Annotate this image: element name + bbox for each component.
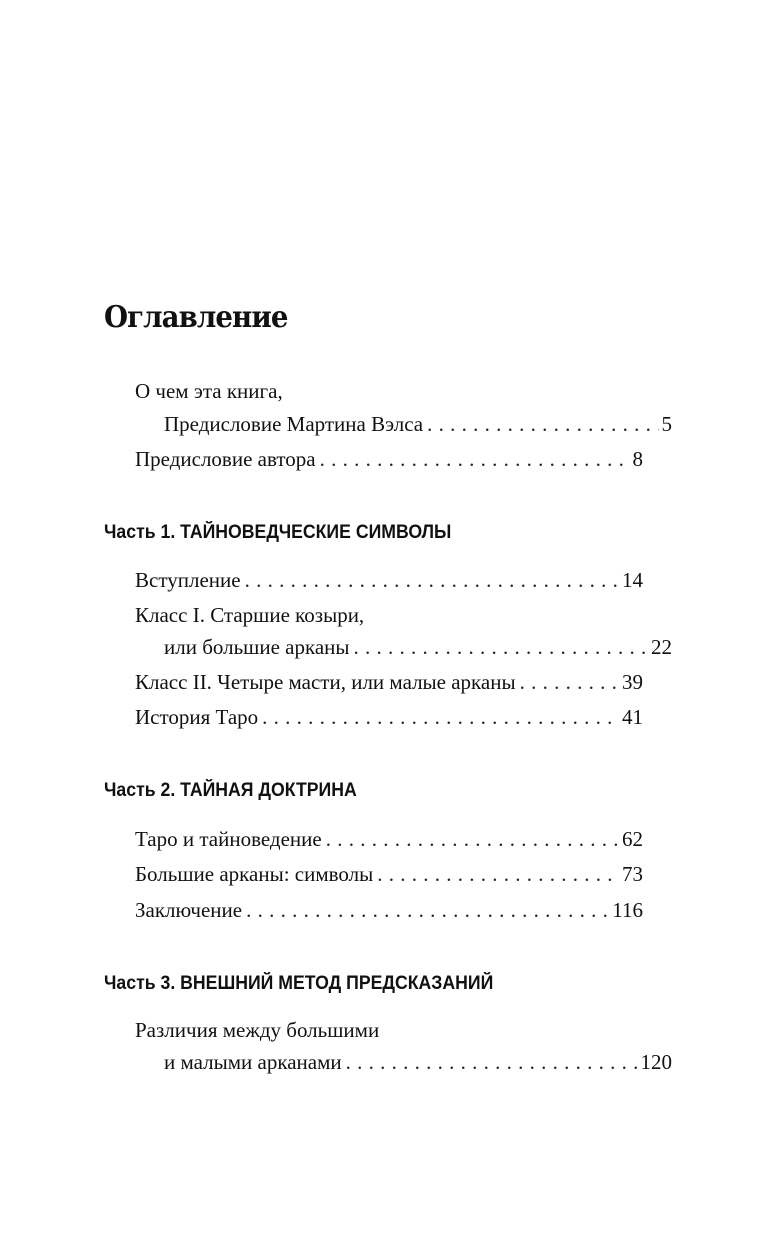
toc-entry[interactable] xyxy=(135,859,643,889)
toc-page-number: 14 xyxy=(622,568,643,592)
toc-entry-line xyxy=(135,376,643,406)
toc-entry[interactable] xyxy=(135,1047,672,1077)
toc-title: Оглавление xyxy=(104,300,288,335)
dot-leader xyxy=(354,632,648,662)
toc-entry-label: Предисловие автора xyxy=(135,447,316,471)
toc-entry[interactable] xyxy=(135,895,643,925)
toc-entry-label: и малыми арканами xyxy=(164,1050,342,1074)
toc-entry[interactable] xyxy=(135,632,672,662)
toc-entry-label: Класс II. Четыре масти, или малые арканы xyxy=(135,670,516,694)
toc-entry-label: Заключение xyxy=(135,898,243,922)
toc-entry-line xyxy=(135,1015,643,1045)
dot-leader xyxy=(262,702,619,732)
toc-page-number: 22 xyxy=(651,635,672,659)
part-heading[interactable]: Часть 2. ТАЙНАЯ ДОКТРИНА xyxy=(104,780,357,801)
toc-entry-label: Вступление xyxy=(135,568,241,592)
dot-leader xyxy=(520,667,619,697)
dot-leader xyxy=(245,565,619,595)
toc-page-number: 5 xyxy=(661,412,672,436)
toc-entry[interactable] xyxy=(135,409,672,439)
toc-entry-label: О чем эта книга, xyxy=(135,379,283,403)
toc-entry-label: Большие арканы: символы xyxy=(135,862,374,886)
toc-page-number: 8 xyxy=(632,447,643,471)
toc-entry[interactable] xyxy=(135,702,643,732)
toc-entry-label: Таро и тайноведение xyxy=(135,827,322,851)
toc-entry-label: или большие арканы xyxy=(164,635,350,659)
toc-entry[interactable] xyxy=(135,444,643,474)
toc-page-number: 41 xyxy=(622,705,643,729)
toc-page-number: 116 xyxy=(612,898,643,922)
toc-page-number: 120 xyxy=(640,1050,672,1074)
dot-leader xyxy=(346,1047,638,1077)
dot-leader xyxy=(320,444,630,474)
toc-page-number: 62 xyxy=(622,827,643,851)
dot-leader xyxy=(326,824,619,854)
toc-entry-label: Предисловие Мартина Вэлса xyxy=(164,412,424,436)
toc-entry-label: Класс I. Старшие козыри, xyxy=(135,603,365,627)
toc-entry[interactable] xyxy=(135,565,643,595)
toc-entry-line xyxy=(135,600,643,630)
dot-leader xyxy=(377,859,619,889)
part-heading[interactable]: Часть 3. ВНЕШНИЙ МЕТОД ПРЕДСКАЗАНИЙ xyxy=(104,973,494,994)
toc-entry-label: Различия между большими xyxy=(135,1018,380,1042)
toc-page-number: 39 xyxy=(622,670,643,694)
toc-page-number: 73 xyxy=(622,862,643,886)
part-heading[interactable]: Часть 1. ТАЙНОВЕДЧЕСКИЕ СИМВОЛЫ xyxy=(104,522,452,543)
toc-entry[interactable] xyxy=(135,824,643,854)
toc-entry-label: История Таро xyxy=(135,705,259,729)
dot-leader xyxy=(427,409,658,439)
dot-leader xyxy=(246,895,609,925)
toc-entry[interactable] xyxy=(135,667,643,697)
